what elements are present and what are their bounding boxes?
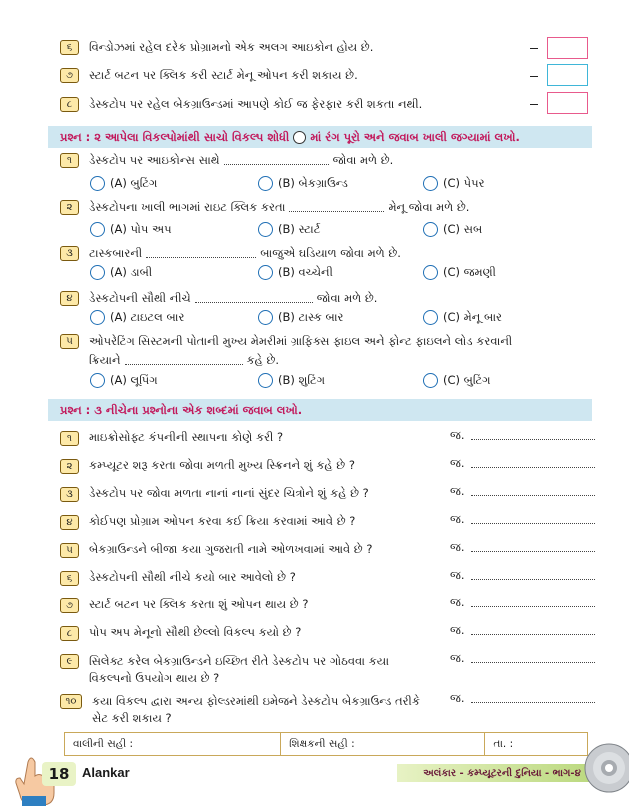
question-text: ડેસ્કટોપ પર રહેલ બેકગ્રાઉન્ડમાં આપણે કોઈ જ ફેરફાર કરી શકતા નથી. <box>89 97 423 111</box>
option-label: (B) સ્ટાર્ટ <box>278 222 321 236</box>
question-number: ૫ <box>60 334 79 349</box>
blank-line[interactable] <box>195 294 313 303</box>
option-label: (A) બુટિંગ <box>110 176 158 190</box>
answer-blank[interactable] <box>471 543 595 552</box>
question-text <box>89 653 389 687</box>
section-2-title-a: પ્રશ્ન : ૨ આપેલા વિકલ્પોમાંથી સાચો વિકલ્પ શોધી <box>60 129 290 144</box>
answer-prefix: જ. <box>450 691 465 705</box>
page-number-badge <box>42 762 76 786</box>
radio-circle-icon[interactable] <box>423 265 438 280</box>
question-text-end: બાજુએ ઘડિયાળ જોવા મળે છે. <box>260 246 401 260</box>
option-label: (C) જમણી <box>443 265 496 279</box>
date-label: તા. : <box>493 737 514 750</box>
radio-circle-icon[interactable] <box>423 176 438 191</box>
blank-line[interactable] <box>125 356 243 365</box>
question-text: ટાસ્કબારની <box>89 246 143 260</box>
option-b[interactable] <box>258 222 320 237</box>
short-question <box>60 430 283 446</box>
option-label: (C) સબ <box>443 222 483 236</box>
answer-prefix: જ. <box>450 623 465 637</box>
answer-line[interactable] <box>450 691 595 706</box>
option-a[interactable] <box>90 265 152 280</box>
option-label: (B) બેકગ્રાઉન્ડ <box>278 176 348 190</box>
option-label: (A) ડાબી <box>110 265 153 279</box>
question-text <box>92 693 420 727</box>
short-question <box>60 486 369 502</box>
radio-circle-icon[interactable] <box>90 373 105 388</box>
question-number: ૭ <box>60 68 79 83</box>
option-c[interactable] <box>423 310 502 325</box>
tf-row <box>60 68 358 83</box>
question-number: ૬ <box>60 40 79 55</box>
question-text: કમ્પ્યૂટર શરૂ કરતા જોવા મળતી મુખ્ય સ્ક્રિનને શું કહે છે ? <box>89 458 355 472</box>
question-text-end: મેનૂ જોવા મળે છે. <box>388 200 470 214</box>
question-number: ૮ <box>60 626 79 641</box>
radio-circle-icon[interactable] <box>258 310 273 325</box>
cd-disc-icon <box>583 742 629 794</box>
section-3-header <box>48 399 592 421</box>
option-a[interactable] <box>90 373 158 388</box>
question-number: ૧ <box>60 153 79 168</box>
question-number: ૧૦ <box>60 694 82 709</box>
option-c[interactable] <box>423 373 491 388</box>
question-text: પોપ અપ મેનૂનો સૌથી છેલ્લો વિકલ્પ કયો છે ? <box>89 625 302 639</box>
short-question <box>60 693 420 727</box>
radio-circle-icon[interactable] <box>423 373 438 388</box>
short-question <box>60 597 308 613</box>
question-number: ૫ <box>60 543 79 558</box>
radio-circle-icon[interactable] <box>90 265 105 280</box>
section-3-title: પ્રશ્ન : ૩ નીચેના પ્રશ્નોના એક શબ્દમાં જવાબ લખો. <box>60 402 303 417</box>
question-number: ૮ <box>60 97 79 112</box>
mcq-question <box>60 153 393 168</box>
option-b[interactable] <box>258 310 344 325</box>
question-text: ડેસ્કટોપના ખાલી ભાગમાં રાઇટ ક્લિક કરતા <box>89 200 286 214</box>
option-label: (C) મેનૂ બાર <box>443 310 502 324</box>
answer-line[interactable] <box>450 512 595 527</box>
answer-prefix: જ. <box>450 456 465 470</box>
tf-row <box>60 40 373 55</box>
section-2-header <box>48 126 592 148</box>
question-number: ૩ <box>60 487 79 502</box>
series-title <box>397 764 607 782</box>
question-text-end: જોવા મળે છે. <box>332 153 394 167</box>
mcq-question <box>60 200 469 215</box>
radio-circle-icon[interactable] <box>423 222 438 237</box>
question-text: સ્ટાર્ટ બટન પર ક્લિક કરતા શું ઓપન થાય છે ? <box>89 597 309 611</box>
mcq-question-line2 <box>89 353 279 368</box>
question-number: ૨ <box>60 200 79 215</box>
question-text: ક્રિયાને <box>89 353 121 367</box>
answer-box[interactable] <box>547 92 588 114</box>
question-number: ૧ <box>60 431 79 446</box>
teacher-signature-label: શિક્ષકની સહી : <box>289 737 355 750</box>
radio-circle-icon[interactable] <box>90 176 105 191</box>
short-question <box>60 542 372 558</box>
option-c[interactable] <box>423 265 496 280</box>
answer-blank[interactable] <box>471 626 595 635</box>
dash <box>530 48 538 49</box>
date-field[interactable] <box>485 733 587 755</box>
question-number: ૪ <box>60 291 79 306</box>
short-question <box>60 514 355 530</box>
answer-line[interactable] <box>450 428 595 443</box>
answer-line[interactable] <box>450 623 595 638</box>
question-text-end: જોવા મળે છે. <box>316 291 378 305</box>
radio-circle-icon[interactable] <box>258 265 273 280</box>
radio-circle-icon[interactable] <box>90 222 105 237</box>
question-text: માઇક્રોસોફ્ટ કંપનીની સ્થાપના કોણે કરી ? <box>89 430 284 444</box>
answer-blank[interactable] <box>471 598 595 607</box>
blank-line[interactable] <box>146 249 256 258</box>
brand-logo <box>82 765 130 780</box>
question-text: સ્ટાર્ટ બટન પર ક્લિક કરી સ્ટાર્ટ મેનૂ ઓપન કરી શકાય છે. <box>89 68 358 82</box>
answer-box[interactable] <box>547 64 588 86</box>
option-c[interactable] <box>423 222 482 237</box>
mcq-question <box>60 291 377 306</box>
short-question <box>60 653 389 687</box>
question-number: ૩ <box>60 246 79 261</box>
question-text: ડેસ્કટોપ પર જોવા મળતા નાનાં નાનાં સુંદર ચિત્રોને શું કહે છે ? <box>89 486 369 500</box>
parent-signature-label: વાલીની સહી : <box>73 737 134 750</box>
question-text-line1: કયા વિકલ્પ દ્વારા અન્ય ફોલ્ડરમાંથી ઇમેજને ડેસ્કટોપ બેકગ્રાઉન્ડ તરીકે <box>92 694 420 708</box>
section-2-title-b: માં રંગ પૂરો અને જવાબ ખાલી જગ્યામાં લખો. <box>310 129 520 144</box>
radio-circle-icon[interactable] <box>258 176 273 191</box>
question-number: ૪ <box>60 515 79 530</box>
signature-strip <box>64 732 588 756</box>
mcq-question <box>60 334 512 349</box>
answer-line[interactable] <box>450 456 595 471</box>
blank-line[interactable] <box>224 156 329 165</box>
answer-prefix: જ. <box>450 540 465 554</box>
option-label: (C) બુટિંગ <box>443 373 491 387</box>
option-b[interactable] <box>258 176 348 191</box>
page-number: 18 <box>48 765 70 783</box>
option-b[interactable] <box>258 373 325 388</box>
answer-prefix: જ. <box>450 512 465 526</box>
option-label: (A) ટાઇટલ બાર <box>110 310 185 324</box>
answer-blank[interactable] <box>471 571 595 580</box>
answer-prefix: જ. <box>450 651 465 665</box>
radio-circle-icon[interactable] <box>423 310 438 325</box>
radio-circle-icon[interactable] <box>258 373 273 388</box>
dash <box>530 104 538 105</box>
question-text: બેકગ્રાઉન્ડને બીજા કયા ગુજરાતી નામે ઓળખવામાં આવે છે ? <box>89 542 373 556</box>
answer-blank[interactable] <box>471 515 595 524</box>
answer-line[interactable] <box>450 595 595 610</box>
question-text-line2: વિકલ્પનો ઉપયોગ થાય છે ? <box>89 671 220 685</box>
answer-line[interactable] <box>450 540 595 555</box>
option-label: (B) શુટિંગ <box>278 373 326 387</box>
short-question <box>60 570 296 586</box>
question-text: ડેસ્કટોપની સૌથી નીચે <box>89 291 191 305</box>
option-label: (C) પેપર <box>443 176 485 190</box>
question-text-line1: સિલેક્ટ કરેલ બેકગ્રાઉન્ડને ઇચ્છિત રીતે ડેસ્કટોપ પર ગોઠવવા કયા <box>89 654 390 668</box>
answer-blank[interactable] <box>471 431 595 440</box>
option-label: (A) લૂપિંગ <box>110 373 158 387</box>
question-text: ડેસ્કટોપની સૌથી નીચે કયો બાર આવેલો છે ? <box>89 570 296 584</box>
answer-blank[interactable] <box>471 694 595 703</box>
answer-box[interactable] <box>547 37 588 59</box>
series-title-text: અલંકાર - કમ્પ્યૂટરની દુનિયા - ભાગ-૪ <box>423 767 581 779</box>
answer-prefix: જ. <box>450 568 465 582</box>
question-text-line2: સેટ કરી શકાય ? <box>92 711 172 725</box>
radio-circle-icon[interactable] <box>258 222 273 237</box>
question-text: કોઈપણ પ્રોગ્રામ ઓપન કરવા કઈ ક્રિયા કરવામાં આવે છે ? <box>89 514 356 528</box>
option-a[interactable] <box>90 222 172 237</box>
answer-prefix: જ. <box>450 595 465 609</box>
radio-circle-icon[interactable] <box>90 310 105 325</box>
question-number: ૭ <box>60 598 79 613</box>
option-a[interactable] <box>90 176 157 191</box>
option-b[interactable] <box>258 265 333 280</box>
answer-blank[interactable] <box>471 487 595 496</box>
answer-line[interactable] <box>450 651 595 666</box>
short-question <box>60 458 355 474</box>
option-c[interactable] <box>423 176 485 191</box>
answer-line[interactable] <box>450 484 595 499</box>
dash <box>530 76 538 77</box>
answer-line[interactable] <box>450 568 595 583</box>
answer-blank[interactable] <box>471 654 595 663</box>
question-number: ૯ <box>60 654 79 669</box>
answer-prefix: જ. <box>450 428 465 442</box>
question-number: ૬ <box>60 571 79 586</box>
question-text: ઓપરેટિંગ સિસ્ટમની પોતાની મુખ્ય મેમરીમાં ગ્રાફિક્સ ફાઇલ અને ફોન્ટ ફાઇલને લોડ કરવાની <box>89 334 513 348</box>
option-a[interactable] <box>90 310 184 325</box>
mcq-question <box>60 246 401 261</box>
answer-prefix: જ. <box>450 484 465 498</box>
tf-row <box>60 97 422 112</box>
question-text: ડેસ્કટોપ પર આઇકોન્સ સાથે <box>89 153 220 167</box>
parent-signature[interactable] <box>65 733 281 755</box>
option-label: (B) વચ્ચેની <box>278 265 333 279</box>
question-text-end: કહે છે. <box>246 353 280 367</box>
option-label: (B) ટાસ્ક બાર <box>278 310 344 324</box>
question-text: વિન્ડોઝમાં રહેલ દરેક પ્રોગ્રામનો એક અલગ આઇકોન હોય છે. <box>89 40 374 54</box>
short-question <box>60 625 301 641</box>
option-label: (A) પોપ અપ <box>110 222 172 236</box>
teacher-signature[interactable] <box>281 733 485 755</box>
question-number: ૨ <box>60 459 79 474</box>
circle-icon <box>293 131 306 144</box>
answer-blank[interactable] <box>471 459 595 468</box>
blank-line[interactable] <box>289 203 384 212</box>
brand-name: Alankar <box>82 765 130 780</box>
